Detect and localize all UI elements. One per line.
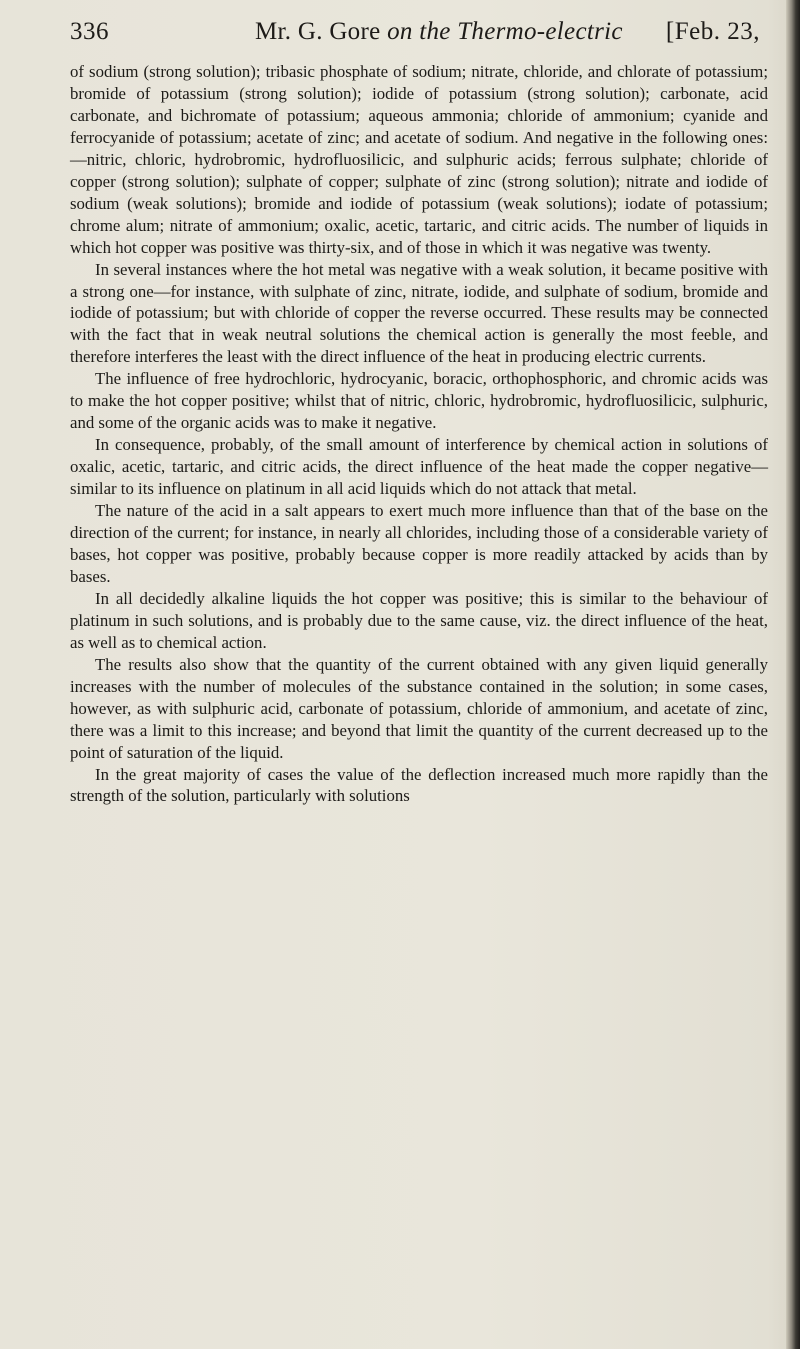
running-title-subject: on the Thermo-electric	[387, 18, 623, 45]
paragraph: In consequence, probably, of the small amount of interference by chemical action in solutions of oxalic, acetic, tartaric, and citric acids, the direct influence of the heat made the copper negative—similar to its influence on platinum in all acid liquids which do not attack that metal.	[70, 435, 768, 499]
running-title	[255, 18, 623, 46]
paragraph: In all decidedly alkaline liquids the hot copper was positive; this is similar to the behaviour of platinum in such solutions, and is probably due to the same cause, viz. the direct influence of the heat, as well as to chemical action.	[70, 588, 768, 652]
paragraph-continued: of sodium (strong solution); tribasic phosphate of sodium; nitrate, chloride, and chlorate of potassium; bromide of potassium (strong solution); iodide of potassium (strong solution); carbonate, acid carbonate, and bichromate of potassium; aqueous ammonia; chloride of ammonium; cyanide and ferrocyanide of potassium; acetate of zinc; and acetate of sodium. And negative in the following ones:—nitric, chloric, hydrobromic, hydrofluosilicic, and sulphuric acids; ferrous sulphate; chloride of copper (strong solution); sulphate of copper; sulphate of zinc (strong solution); nitrate and iodide of sodium (weak solutions); bromide and iodide of potassium (weak solutions); iodate of potassium; chrome alum; nitrate of ammonium; oxalic, acetic, tartaric, and citric acids. The number of liquids in which hot copper was positive was thirty-six, and of those in which it was negative was twenty.	[70, 62, 768, 257]
body-text	[70, 61, 768, 807]
running-title-author: Mr. G. Gore	[255, 18, 388, 45]
paragraph: The results also show that the quantity of the current obtained with any given liquid generally increases with the number of molecules of the substance contained in the solution; in some cases, however, as with sulphuric acid, carbonate of potassium, chloride of ammonium, and acetate of zinc, there was a limit to this increase; and beyond that limit the quantity of the current decreased up to the point of saturation of the liquid.	[70, 654, 768, 762]
binding-edge	[786, 0, 800, 1349]
paragraph: In several instances where the hot metal was negative with a weak solution, it became positive with a strong one—for instance, with sulphate of zinc, nitrate, iodide, and sulphate of sodium, bromide and iodide of potassium; but with chloride of copper the reverse occurred. These results may be connected with the fact that in weak neutral solutions the chemical action is generally the most feeble, and therefore interferes the least with the direct influence of the heat in producing electric currents.	[70, 259, 768, 367]
paragraph: In the great majority of cases the value of the deflection increased much more rapidly than the strength of the solution, particularly with solutions	[70, 764, 768, 806]
running-date: [Feb. 23,	[665, 18, 760, 45]
paragraph: The influence of free hydrochloric, hydrocyanic, boracic, orthophosphoric, and chromic acids was to make the hot copper positive; whilst that of nitric, chloric, hydrobromic, hydrofluosilicic, sulphuric, and some of the organic acids was to make it negative.	[70, 369, 768, 433]
page-number: 336	[70, 18, 109, 45]
running-header	[70, 18, 760, 52]
paragraph: The nature of the acid in a salt appears to exert much more influence than that of the base on the direction of the current; for instance, in nearly all chlorides, including those of a considerable variety of bases, hot copper was positive, probably because copper is more readily attacked by acids than by bases.	[70, 501, 768, 586]
